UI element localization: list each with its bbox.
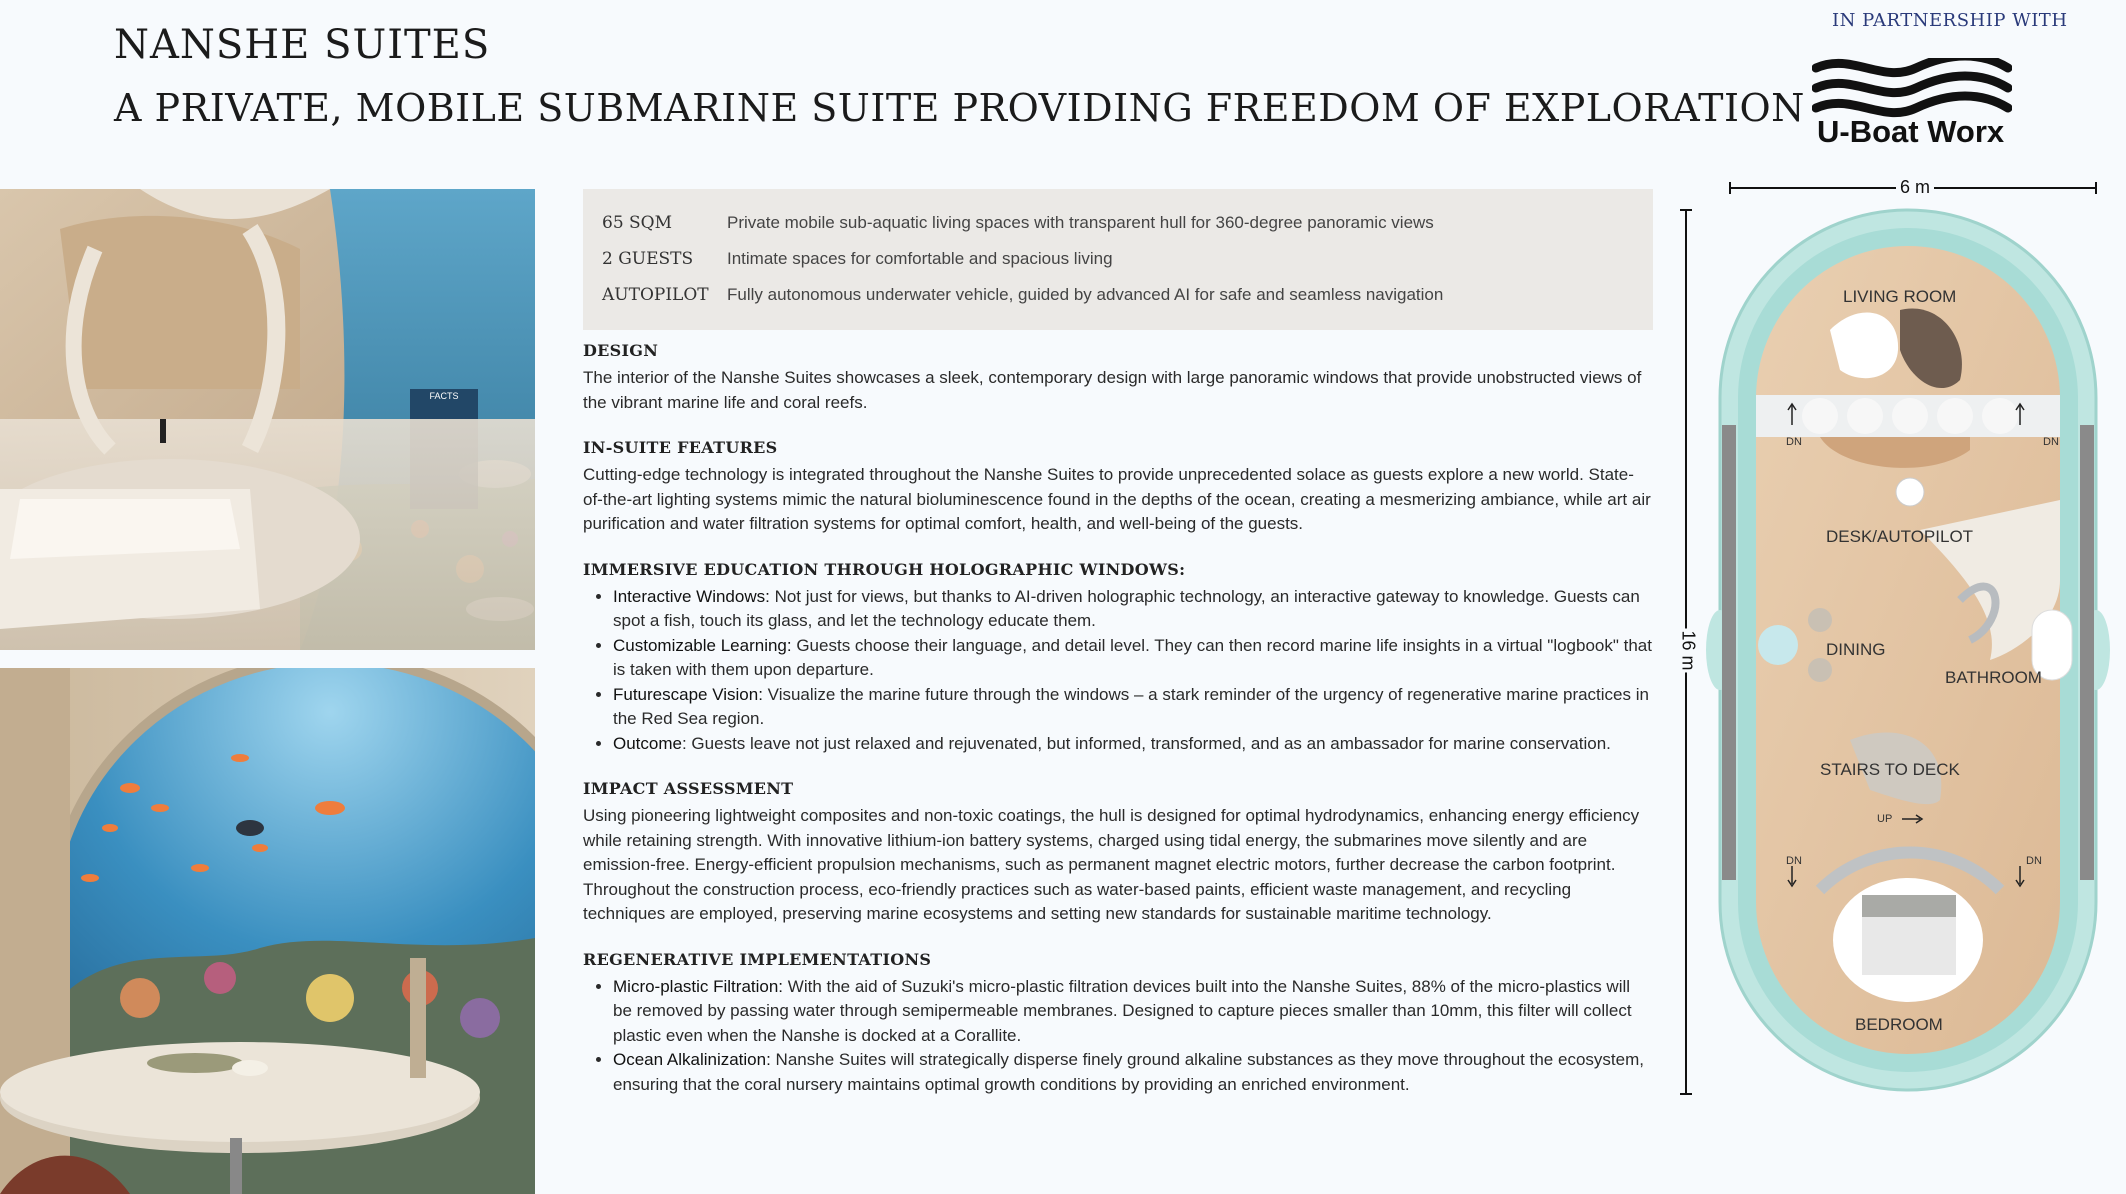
- features-heading: IN-SUITE FEATURES: [583, 438, 778, 457]
- width-label: 6 m: [1896, 177, 1934, 198]
- page-title: NANSHE SUITES: [114, 22, 491, 68]
- down-marker: DN: [2026, 855, 2042, 867]
- spec-key: 65 SQM: [602, 213, 673, 233]
- design-text: The interior of the Nanshe Suites showcases a sleek, contemporary design with large panoramic windows that provide unobstructed views of the vibrant marine life and coral reefs.: [583, 368, 1642, 412]
- main-content: [583, 340, 1653, 1097]
- design-heading: DESIGN: [583, 341, 659, 360]
- room-label-bedroom: BEDROOM: [1855, 1015, 1943, 1034]
- partner-label: IN PARTNERSHIP WITH: [1832, 10, 2068, 31]
- room-label-stairs: STAIRS TO DECK: [1820, 760, 1960, 779]
- list-item: • Micro-plastic Filtration: With the aid of Suzuki's micro-plastic filtration devices built into the Nanshe Suites, 88% of the micro-plastics will be removed by passing water through semipermeable membranes. Designed to capture pieces smaller than 10mm, this filter will collect plastic even when the Nanshe is docked at a Corallite.: [613, 975, 1653, 1049]
- impact-text: Using pioneering lightweight composites and non-toxic coatings, the hull is designed for optimal hydrodynamics, enhancing energy efficiency while retaining strength. With innovative lithium-ion battery systems, charged using tidal energy, the submarines move silently and are emission-free. Energy-efficient propulsion mechanisms, such as permanent magnet electric motors, further decrease the carbon footprint. Throughout the construction process, eco-friendly practices such as water-based paints, efficient waste management, and recycling techniques are employed, preserving marine ecosystems and setting new standards for sustainable maritime technology.: [583, 806, 1640, 923]
- features-text: Cutting-edge technology is integrated throughout the Nanshe Suites to provide unprecedented solace as guests explore a new world. State-of-the-art lighting systems mimic the natural bioluminescence found in the depths of the ocean, creating a mesmerizing ambiance, while art air purification and water filtration systems for optimal comfort, health, and well-being of the guests.: [583, 465, 1651, 533]
- spec-key: 2 GUESTS: [602, 249, 694, 269]
- regenerative-heading: REGENERATIVE IMPLEMENTATIONS: [583, 949, 932, 969]
- education-list: [583, 585, 1653, 757]
- down-marker: DN: [1786, 436, 1802, 448]
- down-marker: DN: [1786, 855, 1802, 867]
- aquarium-window-image: [0, 668, 535, 1194]
- education-heading: IMMERSIVE EDUCATION THROUGH HOLOGRAPHIC WINDOWS:: [583, 559, 1186, 579]
- room-label-dining: DINING: [1826, 640, 1886, 659]
- spec-key: AUTOPILOT: [602, 285, 709, 305]
- impact-heading: IMPACT ASSESSMENT: [583, 779, 794, 798]
- spec-value: Private mobile sub-aquatic living spaces with transparent hull for 360-degree panoramic views: [727, 213, 1434, 232]
- bedroom-render-image: [0, 189, 535, 650]
- submarine-floor-plan: [1670, 200, 2126, 1140]
- room-label-desk: DESK/AUTOPILOT: [1826, 527, 1974, 546]
- list-item: • Futurescape Vision: Visualize the marine future through the windows – a stark reminder of the urgency of regenerative marine practices in the Red Sea region.: [613, 683, 1653, 732]
- down-marker: DN: [2043, 436, 2059, 448]
- regenerative-list: [583, 975, 1653, 1098]
- spec-value: Intimate spaces for comfortable and spacious living: [727, 249, 1113, 268]
- room-label-living: LIVING ROOM: [1843, 287, 1957, 306]
- hologram-facts-label: FACTS: [429, 391, 459, 401]
- list-item: • Outcome: Guests leave not just relaxed and rejuvenated, but informed, transformed, and as an ambassador for marine conservation.: [613, 732, 1653, 757]
- list-item: • Customizable Learning: Guests choose their language, and detail level. They can then record marine life insights in a virtual "logbook" that is taken with them upon departure.: [613, 634, 1653, 683]
- length-label: 16 m: [1678, 630, 1699, 671]
- partner-logo-text: U-Boat Worx: [1817, 114, 2005, 149]
- list-item: • Interactive Windows: Not just for views, but thanks to AI-driven holographic technology, an interactive gateway to knowledge. Guests can spot a fish, touch its glass, and let the technology educate them.: [613, 585, 1653, 634]
- spec-value: Fully autonomous underwater vehicle, guided by advanced AI for safe and seamless navigation: [727, 285, 1444, 304]
- room-label-bathroom: BATHROOM: [1945, 668, 2042, 687]
- spec-summary-box: [583, 189, 1653, 330]
- list-item: • Ocean Alkalinization: Nanshe Suites will strategically disperse finely ground alkaline substances as they move throughout the ecosystem, ensuring that the coral nursery maintains optimal growth conditions by providing an enriched environment.: [613, 1048, 1653, 1097]
- up-marker: UP: [1877, 813, 1893, 825]
- page-subtitle: A PRIVATE, MOBILE SUBMARINE SUITE PROVIDING FREEDOM OF EXPLORATION: [114, 86, 1805, 130]
